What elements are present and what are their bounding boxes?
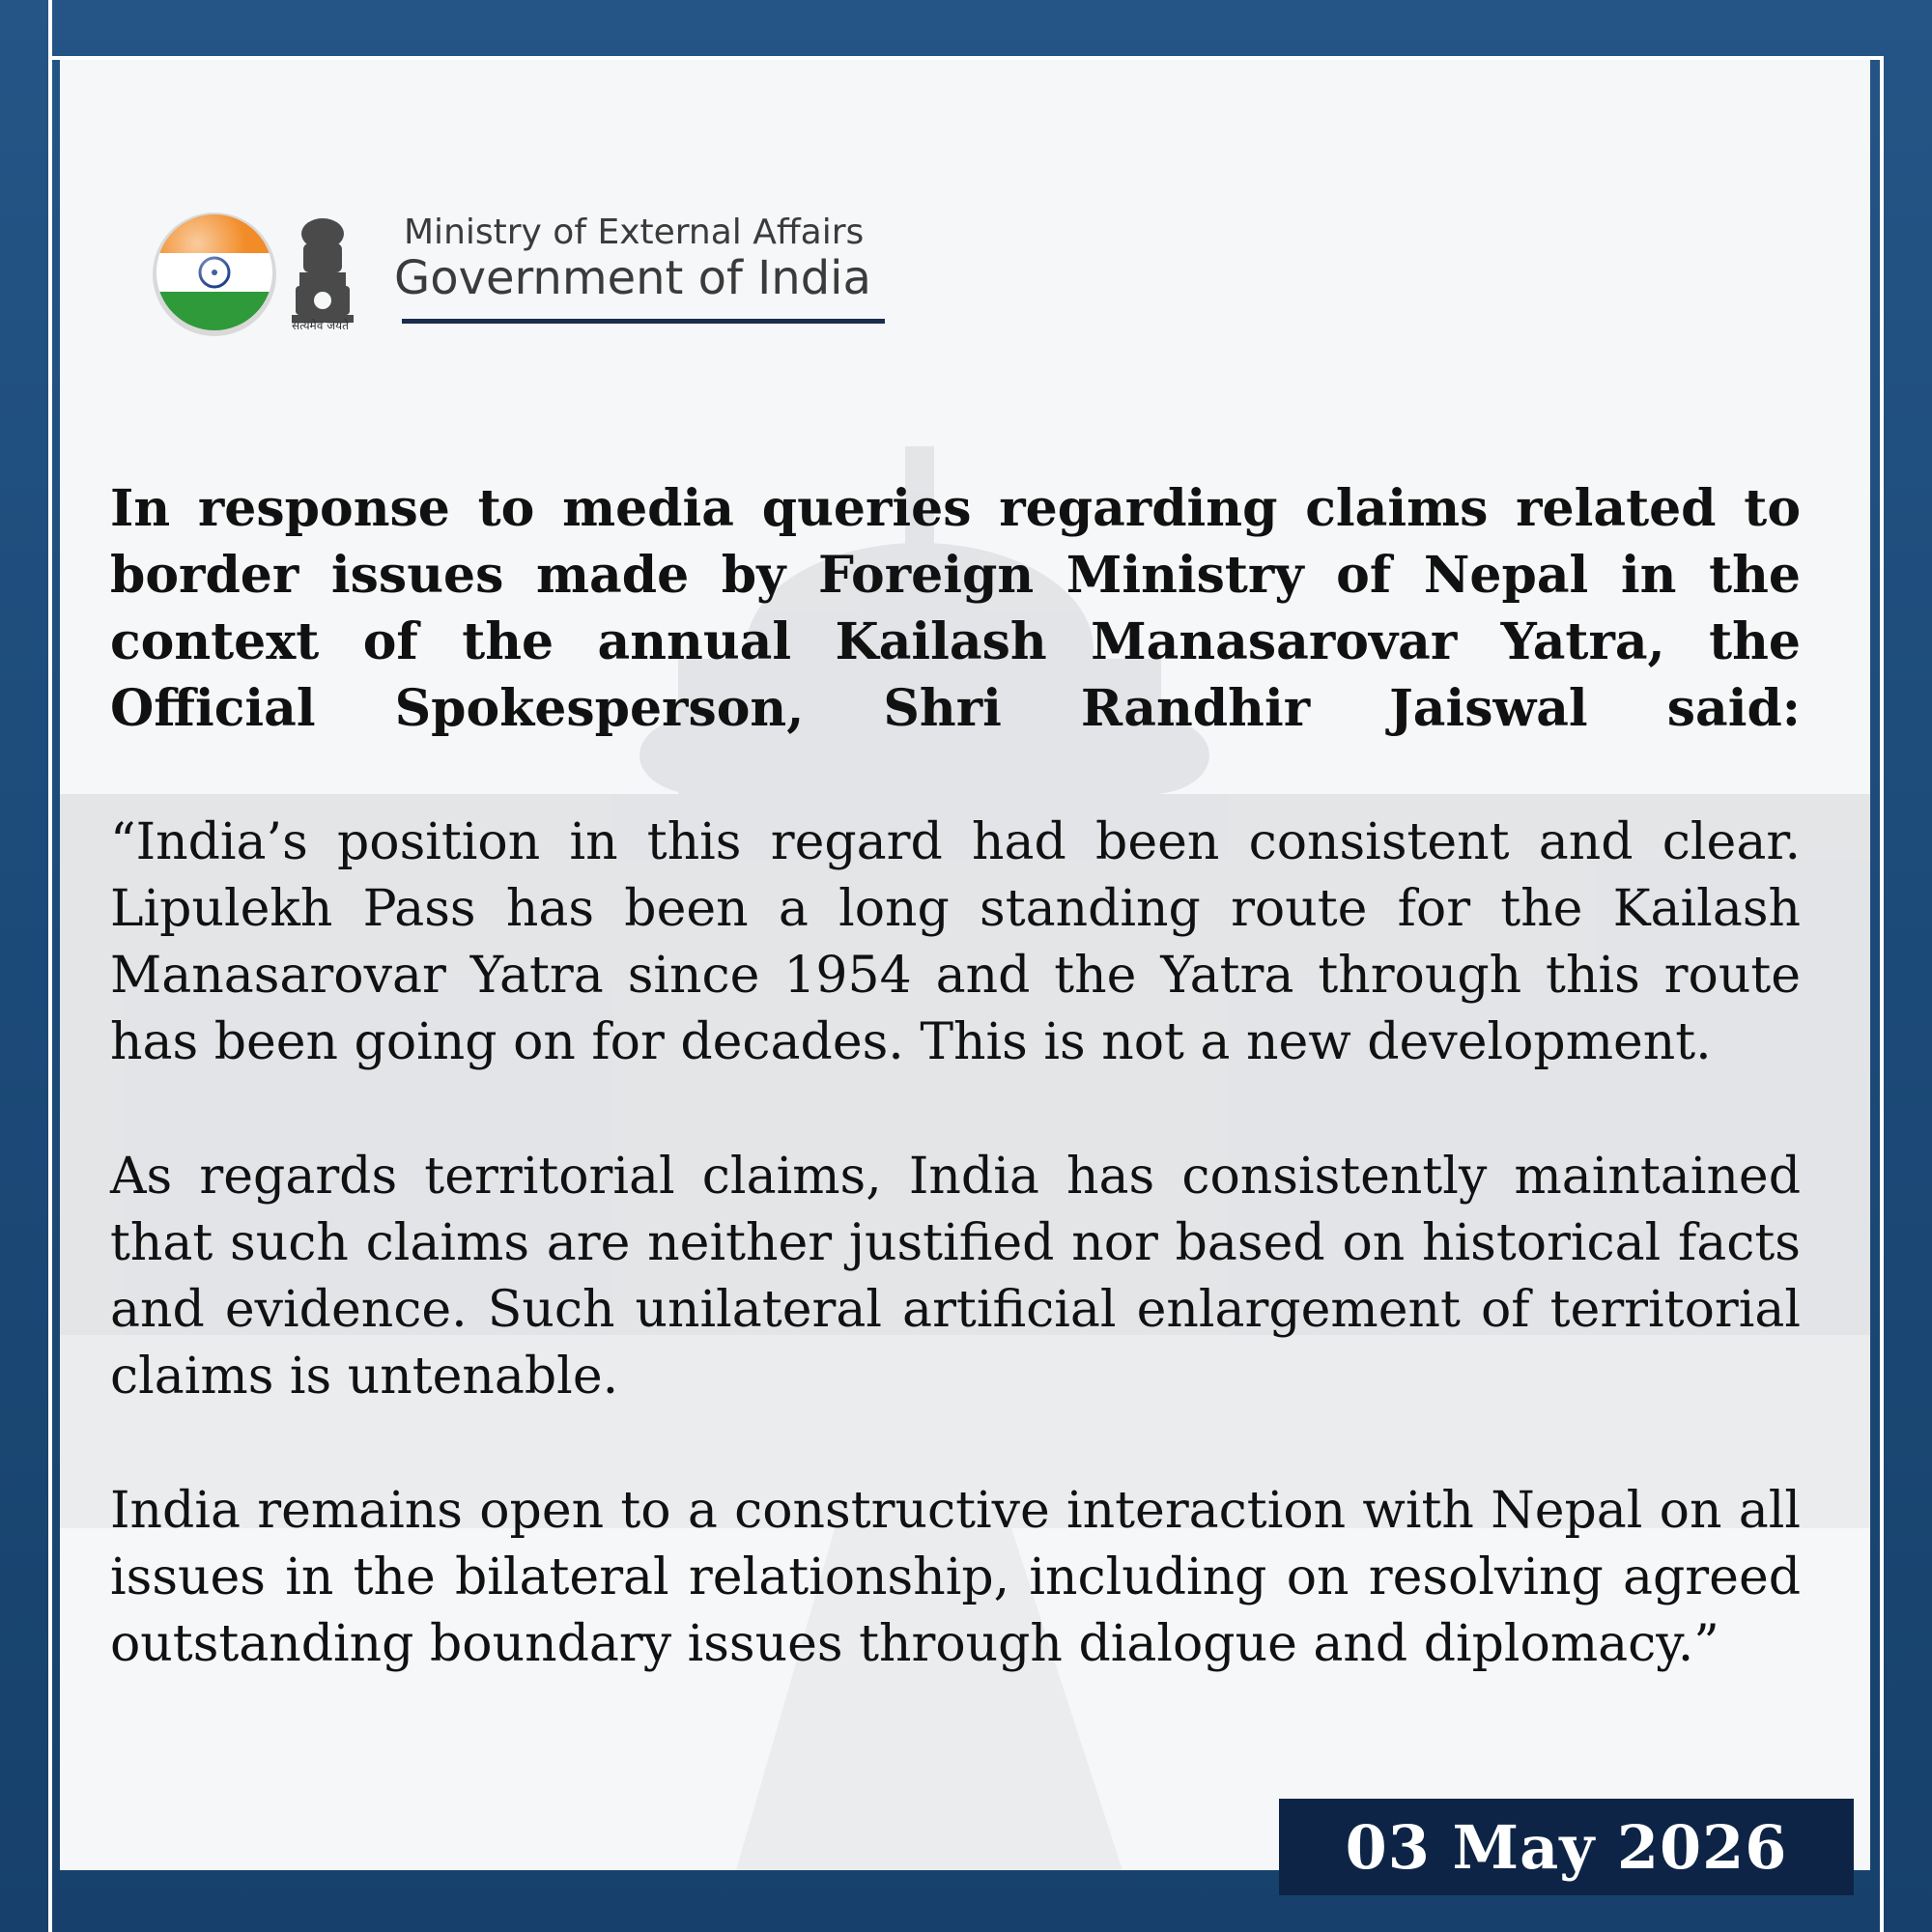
statement-body <box>110 475 1801 1746</box>
date-badge <box>1279 1799 1854 1895</box>
emblem-motto: सत्यमेव जयते <box>292 319 349 332</box>
government-name: Government of India <box>394 251 871 305</box>
statement-paragraph-2: As regards territorial claims, India has consistently maintained that such claims are neither justified nor based on historical facts and evidence. Such unilateral artificial enlargement of territorial claims is untenable. <box>110 1148 1801 1406</box>
national-emblem-icon <box>292 218 354 323</box>
frame-line-right <box>1880 56 1884 1932</box>
statement-intro: In response to media queries regarding claims related to border issues made by Foreign Ministry of Nepal in the context of the annual Kailash Manasarovar Yatra, the Official Spokesperson, Shri Randhir Jaiswal said: <box>110 479 1801 738</box>
india-flag-icon <box>147 205 282 350</box>
statement-paragraph-3: India remains open to a constructive interaction with Nepal on all issues in the bilateral relationship, including on resolving agreed outstanding boundary issues through dialogue and diplomacy.” <box>110 1482 1801 1673</box>
ministry-name: Ministry of External Affairs <box>404 213 865 252</box>
frame-line-left <box>48 0 52 1932</box>
statement-paragraph-1: “India’s position in this regard had been consistent and clear. Lipulekh Pass has been a long standing route for the Kailash Manasarovar Yatra since 1954 and the Yatra through this route has been going on for decades. This is not a new development. <box>110 813 1801 1071</box>
statement-date: 03 May 2026 <box>1345 1811 1788 1883</box>
header-underline <box>402 319 885 324</box>
statement-card <box>60 60 1870 1870</box>
